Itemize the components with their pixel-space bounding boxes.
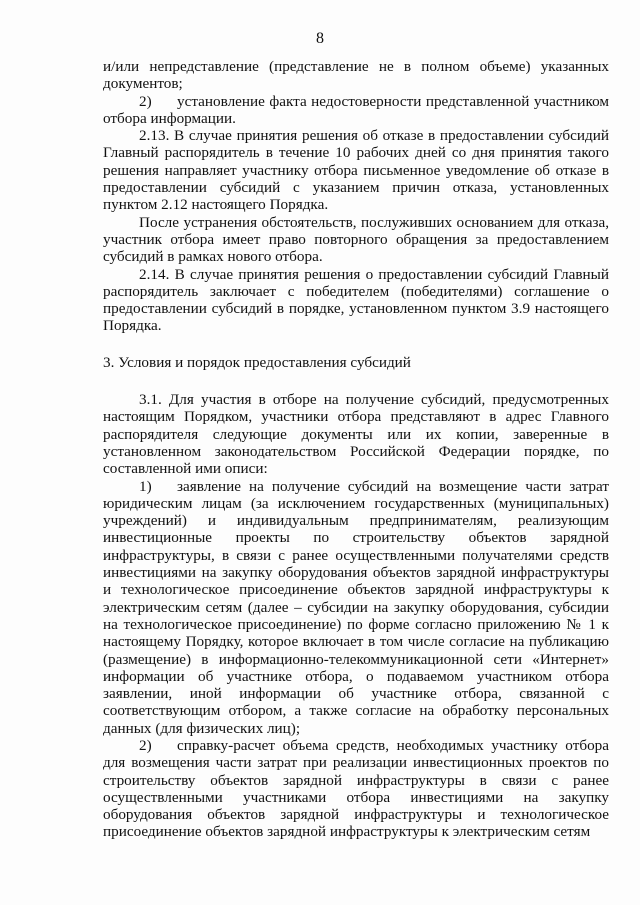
list-item-2b [103, 737, 609, 841]
list-item-number: 2) [139, 92, 152, 110]
paragraph-continuation: и/или непредставление (представление не в полном объеме) указанных документов; [103, 58, 609, 93]
document-body [103, 58, 609, 841]
list-item-number: 1) [139, 477, 152, 495]
list-item-2 [103, 93, 609, 128]
list-item-1 [103, 478, 609, 737]
section-heading: 3. Условия и порядок предоставления субсидий [103, 353, 411, 371]
paragraph-reapply: После устранения обстоятельств, послуживших основанием для отказа, участник отбора имеет право повторного обращения за предоставлением субсидий в рамках нового отбора. [103, 213, 609, 266]
list-item-text: справку-расчет объема средств, необходимых участнику отбора для возмещения части затрат при реализации инвестиционных проектов по строительству объектов зарядной инфраструктуры в связи с ранее осуществленными участниками отбора инвестициями на закупку оборудования объектов зарядной инфраструктуры и технологическое присоединение объектов зарядной инфраструктуры к электрическим сетям [103, 736, 609, 841]
paragraph-2-13: 2.13. В случае принятия решения об отказе в предоставлении субсидий Главный распорядитель в течение 10 рабочих дней со дня принятия такого решения направляет участнику отбора письменное уведомление об отказе в предоставлении субсидий с указанием причин отказа, установленных пунктом 2.12 настоящего Порядка. [103, 127, 609, 214]
paragraph-3-1: 3.1. Для участия в отборе на получение субсидий, предусмотренных настоящим Порядком, участники отбора представляют в адрес Главного распорядителя следующие документы или их копии, заверенные в установленном законодательством Российской Федерации порядке, по составленной ими описи: [103, 391, 609, 478]
paragraph-2-14: 2.14. В случае принятия решения о предоставлении субсидий Главный распорядитель заключает с победителем (победителями) соглашение о предоставлении субсидий в порядке, установленном пунктом 3.9 настоящего Порядка. [103, 265, 609, 335]
page-number: 8 [316, 30, 324, 47]
list-item-text: заявление на получение субсидий на возмещение части затрат юридическим лицам (за исключением государственных (муниципальных) учреждений) и индивидуальным предпринимателям, реализующим инвестиционные проекты по строительству объектов зарядной инфраструктуры, в связи с ранее осуществленными получателями средств инвестициями на закупку оборудования объектов зарядной инфраструктуры и технологическое присоединение объектов зарядной инфраструктуры к электрическим сетям (далее – субсидии на закупку оборудования, субсидии на технологическое присоединение) по форме согласно приложению № 1 к настоящему Порядку, которое включает в том числе согласие на публикацию (размещение) в информационно-телекоммуникационной сети «Интернет» информации об участнике отбора, о подаваемом участником отбора заявлении, иной информации об участнике отбора, связанной с соответствующим отбором, а также согласие на обработку персональных данных (для физических лиц); [103, 477, 609, 737]
list-item-number: 2) [139, 736, 152, 754]
list-item-text: установление факта недостоверности представленной участником отбора информации. [103, 92, 609, 127]
